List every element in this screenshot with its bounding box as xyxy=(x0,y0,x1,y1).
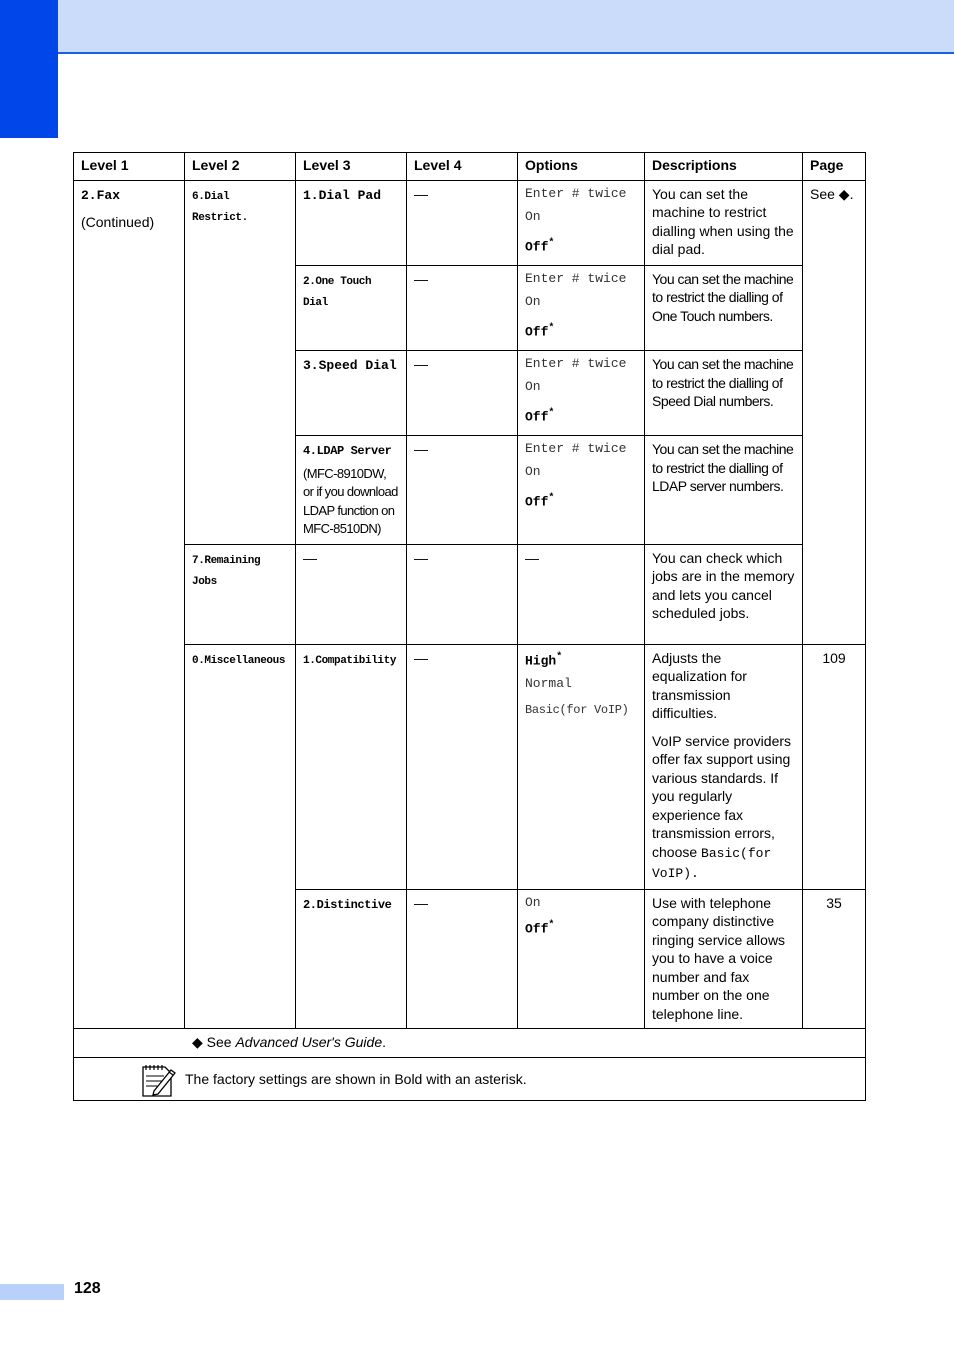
options-cell xyxy=(518,436,645,545)
option: Basic(for VoIP) xyxy=(525,703,629,718)
option-default: Off * xyxy=(525,315,637,345)
menu-table xyxy=(73,152,866,1101)
option-default: Off * xyxy=(525,912,637,942)
option: On xyxy=(525,208,541,224)
description-cell: You can set the machine to restrict the dialling of One Touch numbers. xyxy=(645,265,803,350)
table-row xyxy=(74,644,866,889)
description-cell: Use with telephone company distinctive ringing service allows you to have a voice number and fax number on the one telephone line. xyxy=(645,889,803,1029)
col-header-level1: Level 1 xyxy=(74,153,185,181)
option: Enter # twice xyxy=(525,356,627,372)
col-header-level3: Level 3 xyxy=(296,153,407,181)
level3-ldap-server: 4.LDAP Server xyxy=(303,444,392,459)
level2-remaining-jobs: 7.Remaining Jobs xyxy=(192,554,261,589)
option: Enter # twice xyxy=(525,270,627,286)
level3-one-touch: 2.One Touch Dial xyxy=(303,275,372,310)
description-text: Adjusts the equalization for transmission difficulties. xyxy=(652,649,747,722)
level4-cell: — xyxy=(407,436,518,545)
page-cell: 35 xyxy=(803,889,866,1029)
page-number-strip xyxy=(0,1284,64,1300)
level3-dial-pad: 1.Dial Pad xyxy=(303,187,382,203)
page-number: 128 xyxy=(74,1280,101,1297)
note-text: The factory settings are shown in Bold with an asterisk. xyxy=(185,1070,527,1087)
col-header-descriptions: Descriptions xyxy=(645,153,803,181)
level3-cell xyxy=(296,180,407,265)
level2-cell xyxy=(185,180,296,544)
options-cell: — xyxy=(518,544,645,644)
level3-cell: — xyxy=(296,544,407,644)
header-row xyxy=(74,153,866,181)
options-cell xyxy=(518,644,645,889)
footnote-suffix: . xyxy=(382,1034,386,1051)
options-cell xyxy=(518,351,645,436)
level2-cell xyxy=(185,644,296,1029)
option-default: Off * xyxy=(525,400,637,430)
description-text-part: VoIP service providers offer fax support using various standards. If you regularly experience fax transmission errors, choose xyxy=(652,732,792,860)
level4-cell: — xyxy=(407,351,518,436)
note-cell xyxy=(74,1057,866,1100)
option: Normal xyxy=(525,676,572,692)
level3-cell xyxy=(296,644,407,889)
level3-speed-dial: 3.Speed Dial xyxy=(303,358,397,374)
level3-distinctive: 2.Distinctive xyxy=(303,897,392,912)
option: Enter # twice xyxy=(525,185,627,201)
footnote xyxy=(74,1029,866,1058)
description-mono: Basic(for VoIP). xyxy=(652,845,772,882)
table-row xyxy=(74,180,866,265)
option: On xyxy=(525,894,541,910)
col-header-options: Options xyxy=(518,153,645,181)
level1-continued: (Continued) xyxy=(81,214,155,230)
option: On xyxy=(525,379,541,395)
option-default: Off * xyxy=(525,485,637,515)
level4-cell: — xyxy=(407,889,518,1029)
level2-miscellaneous: 0.Miscellaneous xyxy=(192,654,286,667)
table-row xyxy=(74,544,866,644)
option-default: High * xyxy=(525,649,637,670)
level4-cell: — xyxy=(407,265,518,350)
description-cell: You can set the machine to restrict the dialling of LDAP server numbers. xyxy=(645,436,803,545)
level2-dial-restrict: 6.Dial Restrict. xyxy=(192,190,248,224)
option: On xyxy=(525,464,541,480)
col-header-level4: Level 4 xyxy=(407,153,518,181)
level3-cell xyxy=(296,436,407,545)
footnote-guide-title: Advanced User's Guide xyxy=(235,1034,383,1051)
options-cell xyxy=(518,265,645,350)
level3-compatibility: 1.Compatibility xyxy=(303,654,397,667)
option: Enter # twice xyxy=(525,441,627,457)
footnote-prefix: ◆ See xyxy=(192,1034,236,1051)
header-bar xyxy=(58,0,954,54)
note-row xyxy=(74,1057,866,1100)
description-cell: You can set the machine to restrict dialling when using the dial pad. xyxy=(645,180,803,265)
description-text xyxy=(652,732,795,884)
option-default: Off * xyxy=(525,230,637,260)
page-cell: See ◆. xyxy=(803,180,866,644)
level4-cell: — xyxy=(407,644,518,889)
page-cell: 109 xyxy=(803,644,866,889)
level1-cell xyxy=(74,180,185,1029)
description-cell xyxy=(645,644,803,889)
note-pencil-icon xyxy=(140,1062,176,1098)
col-header-page: Page xyxy=(803,153,866,181)
options-cell xyxy=(518,889,645,1029)
chapter-tab xyxy=(0,0,58,138)
description-cell: You can set the machine to restrict the dialling of Speed Dial numbers. xyxy=(645,351,803,436)
level4-cell: — xyxy=(407,544,518,644)
footnote-row xyxy=(74,1029,866,1058)
level3-cell xyxy=(296,889,407,1029)
level3-cell xyxy=(296,351,407,436)
options-cell xyxy=(518,180,645,265)
option: On xyxy=(525,293,541,309)
level3-cell xyxy=(296,265,407,350)
col-header-level2: Level 2 xyxy=(185,153,296,181)
level4-cell: — xyxy=(407,180,518,265)
level2-cell xyxy=(185,544,296,644)
description-cell: You can check which jobs are in the memory and lets you cancel scheduled jobs. xyxy=(645,544,803,644)
level1-name: 2.Fax xyxy=(81,187,121,203)
level3-ldap-note: (MFC-8910DW, or if you download LDAP function on MFC-8510DN) xyxy=(303,465,398,537)
